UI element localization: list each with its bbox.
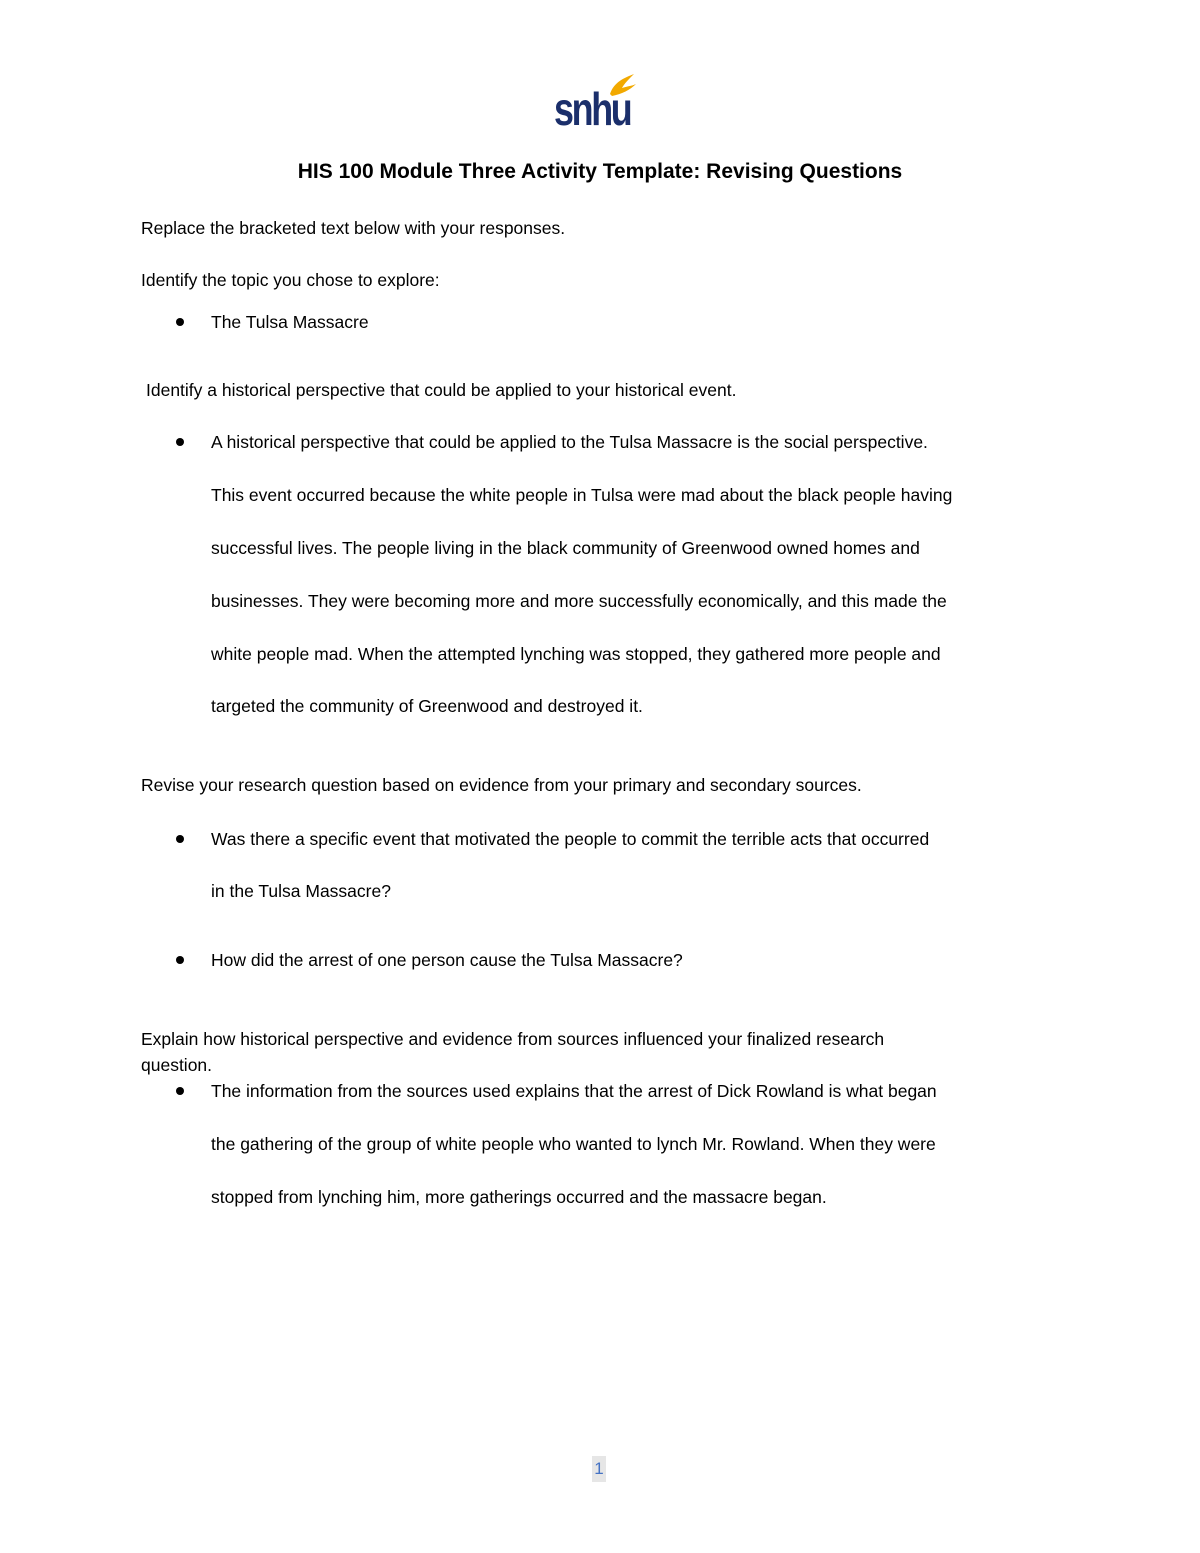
bullet-icon	[176, 835, 184, 843]
perspective-answer-line: targeted the community of Greenwood and destroyed it.	[211, 696, 643, 716]
research-question-line: Was there a specific event that motivated the people to commit the terrible acts that occurred	[211, 829, 930, 849]
topic-prompt: Identify the topic you chose to explore:	[141, 270, 440, 290]
page-title: HIS 100 Module Three Activity Template: Revising Questions	[297, 160, 903, 183]
explanation-prompt-line: Explain how historical perspective and evidence from sources influenced your finalized research	[141, 1029, 885, 1049]
snhu-logo	[554, 72, 640, 134]
research-question-line: in the Tulsa Massacre?	[211, 881, 391, 901]
research-question-line: How did the arrest of one person cause the Tulsa Massacre?	[211, 950, 683, 970]
explanation-answer-line: The information from the sources used explains that the arrest of Dick Rowland is what began	[211, 1081, 937, 1101]
explanation-answer-line: stopped from lynching him, more gatherings occurred and the massacre began.	[211, 1187, 827, 1207]
research-question-prompt: Revise your research question based on evidence from your primary and secondary sources.	[141, 775, 862, 795]
explanation-prompt-line: question.	[141, 1055, 213, 1075]
bullet-icon	[176, 318, 184, 326]
perspective-answer-line: This event occurred because the white people in Tulsa were mad about the black people having	[211, 485, 953, 505]
bullet-icon	[176, 956, 184, 964]
logo-wordmark: snhu	[554, 83, 631, 135]
perspective-prompt: Identify a historical perspective that could be applied to your historical event.	[146, 380, 737, 400]
perspective-answer-line: businesses. They were becoming more and more successfully economically, and this made the	[211, 591, 947, 611]
topic-answer: The Tulsa Massacre	[211, 312, 369, 332]
bullet-icon	[176, 438, 184, 446]
perspective-answer-line: successful lives. The people living in the black community of Greenwood owned homes and	[211, 538, 920, 558]
page-number: 1	[592, 1456, 606, 1482]
explanation-answer-line: the gathering of the group of white people who wanted to lynch Mr. Rowland. When they were	[211, 1134, 936, 1154]
perspective-answer-line: white people mad. When the attempted lynching was stopped, they gathered more people and	[211, 644, 941, 664]
perspective-answer-line: A historical perspective that could be applied to the Tulsa Massacre is the social perspective.	[211, 432, 928, 452]
bullet-icon	[176, 1087, 184, 1095]
instructions-text: Replace the bracketed text below with your responses.	[141, 218, 566, 238]
